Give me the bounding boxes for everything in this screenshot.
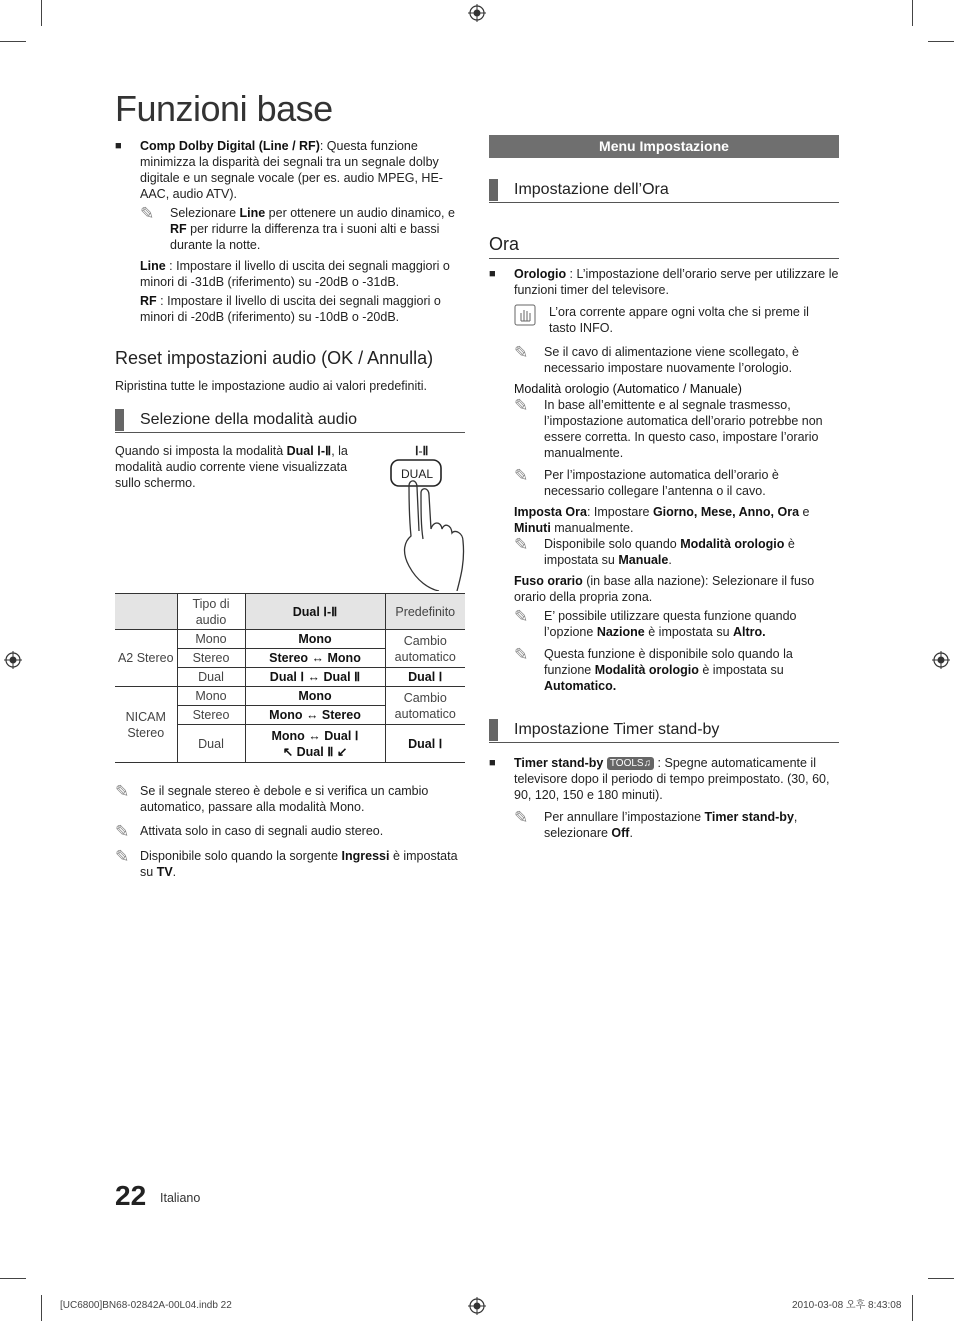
note-item [115, 823, 465, 840]
line-text: : Impostare il livello di uscita dei segnali maggiori o minori di -31dB (riferimento) su -20dB o -31dB. [140, 259, 450, 289]
crop-mark [41, 0, 42, 26]
note-item [115, 783, 465, 815]
table-header-row [115, 594, 465, 630]
table-cell: Mono [177, 687, 245, 706]
table-cell: Cambio automatico [385, 687, 465, 725]
table-cell: Mono [245, 687, 385, 706]
timer-desc: : Spegne automaticamente il televisore dopo il periodo di tempo preimpostato. (30, 60, 90, 120, 150 e 180 minuti). [514, 756, 830, 803]
bullet-square-icon: ■ [489, 757, 496, 770]
fuso-text: (in base alla nazione): Selezionare il fuso orario della propria zona. [514, 574, 815, 605]
table-cell-line: ↖ Dual Ⅱ ↙ [282, 744, 348, 759]
table-cell: Mono [245, 630, 385, 649]
time-heading [489, 178, 839, 203]
note-item [489, 608, 839, 640]
table-cell: Cambio automatico [385, 630, 465, 668]
dolby-bullet [115, 138, 465, 202]
pencil-note-icon: ✎ [514, 607, 529, 627]
heading-bar [115, 409, 124, 431]
orologio-label: Orologio [514, 267, 567, 282]
mode-heading-text: Selezione della modalità audio [140, 410, 358, 428]
table-header-cell: Dual Ⅰ-Ⅱ [245, 594, 385, 630]
note-text [544, 608, 839, 640]
pencil-note-icon: ✎ [115, 782, 130, 802]
note-text-part: . [629, 826, 633, 841]
crop-mark [928, 41, 954, 42]
line-label: Line [140, 259, 166, 273]
note-text-part: , selezionare [544, 810, 798, 841]
note-item [115, 848, 465, 880]
note-text: per ridurre la differenza tra i suoni alti e bassi durante la notte. [170, 222, 440, 252]
note-text [140, 848, 465, 880]
dolby-text: : Questa funzione minimizza la disparità dei segnali tra un segnale dolby digitale e un segnale vocale (per es. audio MPEG, HE-AAC, audio ATV). [140, 139, 443, 201]
table-cell: Stereo ↔ Mono [245, 649, 385, 668]
mode-text-bold: Dual Ⅰ-Ⅱ [286, 444, 332, 459]
table-cell: Dual [177, 725, 245, 763]
crop-mark [912, 0, 913, 26]
table-cell: Dual Ⅰ [385, 725, 465, 763]
timer-heading-text: Impostazione Timer stand-by [514, 720, 720, 738]
table-header-cell: Tipo di audio [177, 594, 245, 630]
page-number: 22 [115, 1180, 147, 1211]
page-title: Funzioni base [115, 88, 333, 129]
table-cell: Stereo [177, 706, 245, 725]
dolby-note-text [170, 205, 465, 253]
note-bold: Line [239, 206, 266, 220]
note-text-part: Disponibile solo quando [544, 537, 681, 552]
dolby-label: Comp Dolby Digital (Line / RF) [140, 139, 320, 153]
text-part: e [799, 505, 810, 520]
note-bold: Altro. [733, 625, 766, 640]
note-bold: Nazione [596, 625, 645, 640]
dolby-note [115, 205, 465, 253]
remote-label: Ⅰ-Ⅱ [415, 444, 429, 459]
table-cell [245, 725, 385, 763]
note-text: In base all’emittente e al segnale trasmesso, l’impostazione automatica dell’orario potrebbe non essere corretta. In questo caso, impostare l’orario manualmente. [544, 398, 823, 461]
tools-icon: TOOLS♫ [607, 757, 654, 770]
pencil-note-icon: ✎ [514, 466, 529, 486]
timer-bullet [489, 755, 839, 803]
table-cell-line: Mono ↔ Dual Ⅰ [271, 728, 359, 743]
table-cell: Mono ↔ Stereo [245, 706, 385, 725]
mode-text [115, 443, 375, 491]
heading-bar [489, 719, 498, 741]
table-cell: NICAM Stereo [115, 687, 177, 763]
time-heading-text: Impostazione dell’Ora [514, 180, 669, 198]
mode-text-part: , la modalità audio corrente viene visualizzata sullo schermo. [115, 444, 348, 491]
note-item [489, 646, 839, 694]
note-bold: Manuale [618, 553, 669, 568]
note-bold: RF [170, 222, 187, 236]
bullet-square-icon: ■ [115, 140, 122, 152]
text-part: manualmente. [550, 521, 634, 536]
note-text: per ottenere un audio dinamico, e [265, 206, 455, 220]
note-item [489, 344, 839, 376]
print-slug-right: 2010-03-08 오후 8:43:08 [792, 1300, 902, 1311]
table-cell: Dual [177, 668, 245, 687]
imposta-ora [489, 504, 839, 536]
registration-mark-icon [932, 651, 950, 669]
dolby-paragraph [140, 138, 465, 202]
table-cell: Dual Ⅰ [385, 668, 465, 687]
note-bold: Timer stand-by [704, 810, 794, 825]
info-key: INFO [579, 321, 610, 336]
note-text: Se il segnale stereo è debole e si verifica un cambio automatico, passare alla modalità Mono. [140, 784, 429, 815]
note-bold: TV [156, 865, 173, 880]
pencil-note-icon: ✎ [115, 822, 130, 842]
note-text [544, 536, 839, 568]
orologio-bullet [489, 266, 839, 298]
table-header-cell: Predefinito [385, 594, 465, 630]
note-text-part: . [609, 321, 613, 336]
registration-mark-icon [4, 651, 22, 669]
pencil-note-icon: ✎ [514, 396, 529, 416]
pencil-note-icon: ✎ [514, 343, 529, 363]
note-text [544, 809, 839, 841]
note-text: Se il cavo di alimentazione viene scollegato, è necessario impostare nuovamente l’orologio. [544, 345, 800, 376]
reset-title: Reset impostazioni audio (OK / Annulla) [115, 348, 434, 368]
left-column [115, 138, 465, 880]
remote-button-label: DUAL [401, 467, 434, 482]
crop-mark [928, 1278, 954, 1279]
pencil-note-icon: ✎ [514, 808, 529, 828]
pencil-note-icon: ✎ [514, 645, 529, 665]
hand-outline [405, 481, 464, 591]
footer-language: Italiano [160, 1191, 201, 1205]
note-text-part: . [172, 865, 177, 880]
rf-text: : Impostare il livello di uscita dei segnali maggiori o minori di -20dB (riferimento) su -10dB o -20dB. [140, 294, 441, 324]
note-text [544, 646, 839, 694]
ora-title: Ora [489, 233, 839, 259]
pencil-note-icon: ✎ [514, 535, 529, 555]
note-bold: Automatico. [544, 679, 617, 694]
timer-text [514, 755, 839, 803]
crop-mark [41, 1295, 42, 1321]
table-row [115, 630, 465, 649]
note-item [489, 536, 839, 568]
note-bold: Modalità orologio [680, 537, 785, 552]
info-note [489, 304, 839, 336]
table-cell: Stereo [177, 649, 245, 668]
note-bold: Off [611, 826, 630, 841]
note-item [489, 809, 839, 841]
mode-text-part: Quando si imposta la modalità [115, 444, 287, 459]
note-text-part: Disponibile solo quando la sorgente [140, 849, 342, 864]
timer-heading [489, 718, 839, 743]
mode-heading [115, 408, 465, 433]
audio-mode-table [115, 593, 465, 763]
note-item [489, 397, 839, 461]
note-text-part: è impostata su [698, 663, 784, 678]
note-text-part: è impostata su [544, 537, 795, 568]
table-cell: A2 Stereo [115, 630, 177, 687]
note-text-part: L’ora corrente appare ogni volta che si preme il tasto [549, 305, 809, 336]
note-item [489, 467, 839, 499]
table-cell: Mono [177, 630, 245, 649]
note-bold: Ingressi [341, 849, 390, 864]
note-text-part: è impostata su [140, 849, 458, 880]
orologio-text [514, 266, 839, 298]
note-text-part: Per annullare l’impostazione [544, 810, 705, 825]
orologio-desc: : L’impostazione dell’orario serve per utilizzare le funzioni timer del televisore. [514, 267, 839, 298]
info-note-text [549, 304, 839, 336]
right-column [489, 135, 839, 841]
info-tip-icon [514, 304, 549, 336]
table-header-cell [115, 594, 177, 630]
note-text: Selezionare [170, 206, 240, 220]
rf-label: RF [140, 294, 157, 308]
text-bold: Giorno, Mese, Anno, Ora [652, 505, 800, 520]
remote-hand-dual-icon [387, 441, 467, 591]
crop-mark [0, 1278, 26, 1279]
note-text-part: E’ possibile utilizzare questa funzione quando l’opzione [544, 609, 797, 640]
menu-banner: Menu Impostazione [489, 135, 839, 158]
note-bold: Modalità orologio [594, 663, 699, 678]
timer-label: Timer stand-by [514, 756, 604, 771]
fuso-orario [489, 573, 839, 605]
crop-mark [912, 1295, 913, 1321]
text-bold: Minuti [514, 521, 551, 536]
reset-text: Ripristina tutte le impostazione audio ai valori predefiniti. [115, 379, 427, 394]
registration-mark-icon [468, 4, 486, 22]
print-slug-left: [UC6800]BN68-02842A-00L04.indb 22 [60, 1300, 232, 1311]
note-text-part: è impostata su [644, 625, 734, 640]
imposta-label: Imposta Ora [514, 505, 587, 520]
pencil-note-icon: ✎ [115, 847, 130, 867]
table-cell: Dual Ⅰ ↔ Dual Ⅱ [245, 668, 385, 687]
clock-mode-label: Modalità orologio (Automatico / Manuale) [514, 382, 742, 397]
note-text: Attivata solo in caso di segnali audio stereo. [140, 824, 384, 839]
text-part: : Impostare [586, 505, 653, 520]
registration-mark-icon [468, 1297, 486, 1315]
rf-definition [115, 293, 465, 325]
fuso-label: Fuso orario [514, 574, 583, 589]
bullet-square-icon: ■ [489, 268, 496, 281]
heading-bar [489, 179, 498, 201]
line-definition [115, 258, 465, 290]
table-notes [115, 783, 465, 880]
pencil-note-icon: ✎ [140, 204, 155, 223]
crop-mark [0, 41, 26, 42]
note-text: Per l’impostazione automatica dell’orario è necessario collegare l’antenna o il cavo. [544, 468, 779, 499]
note-text-part: Questa funzione è disponibile solo quando la funzione [544, 647, 793, 678]
note-text-part: . [668, 553, 672, 568]
table-row [115, 687, 465, 706]
mode-section [115, 433, 465, 593]
